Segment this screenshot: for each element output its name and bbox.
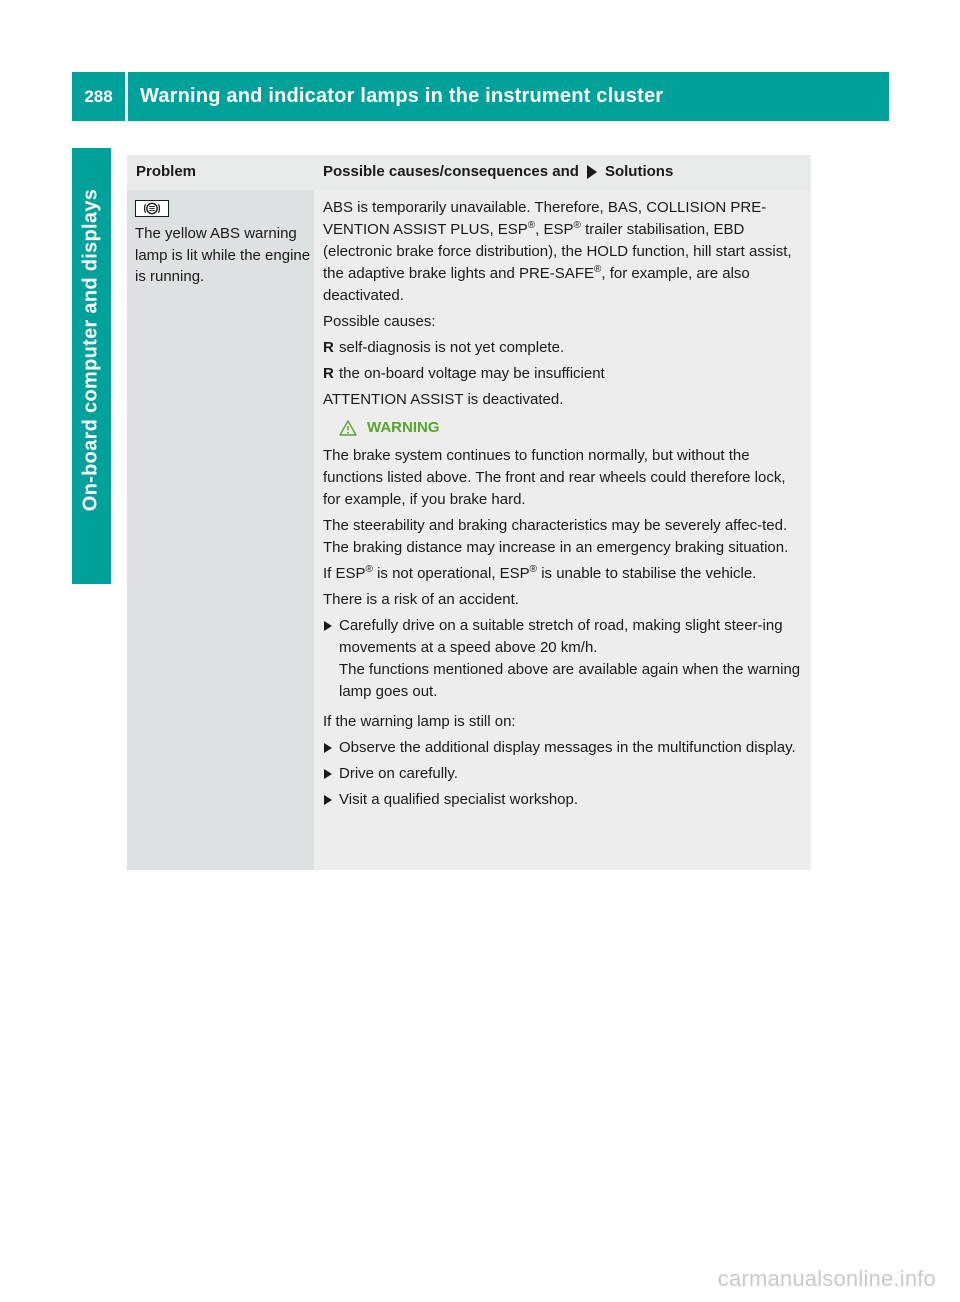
table-header (127, 155, 811, 190)
step-arrow-icon (324, 743, 332, 753)
column-header-problem: Problem (136, 163, 197, 180)
solutions-content (323, 197, 805, 815)
warning-paragraph-2: The steerability and braking characteristics may be severely affec-ted. The braking distance may increase in an emergency braking situation. (323, 517, 789, 556)
para1-part-c: trailer stabilisation, EBD (electronic brake force distribution), the HOLD function, hill start assist, the adaptive brake lights and PRE-SAFE (323, 221, 792, 282)
instruction-step (323, 737, 805, 759)
step-text: Drive on carefully. (339, 765, 458, 782)
arrow-right-icon (587, 165, 597, 179)
registered-mark: ® (593, 264, 602, 275)
still-on-line: If the warning lamp is still on: (323, 713, 516, 730)
cause-text: the on-board voltage may be insufficient (339, 365, 605, 382)
page-title: Warning and indicator lamps in the instrument cluster (140, 85, 664, 107)
cause-text: self-diagnosis is not yet complete. (339, 339, 565, 356)
cause-item (323, 337, 805, 359)
warning-heading (339, 417, 805, 439)
column-header-solutions-prefix: Possible causes/consequences and (323, 163, 579, 180)
registered-mark: ® (529, 564, 538, 575)
step-arrow-icon (324, 769, 332, 779)
deactivation-paragraph (323, 197, 805, 307)
step-text: Observe the additional display messages in the multifunction display. (339, 739, 796, 756)
step-arrow-icon (324, 795, 332, 805)
step-text: Carefully drive on a suitable stretch of road, making slight steer-ing movements at a speed above 20 km/h. (339, 617, 783, 656)
section-label: On-board computer and displays (79, 188, 102, 512)
problem-description: The yellow ABS warning lamp is lit while the engine is running. (135, 225, 311, 285)
column-header-solutions-suffix: Solutions (604, 163, 674, 180)
solutions-cell (314, 190, 811, 870)
registered-mark: ® (573, 220, 581, 231)
warning-triangle-icon (339, 420, 357, 436)
warning-p3-part-b: is not operational, ESP (372, 565, 530, 582)
warning-paragraph-3 (323, 563, 805, 585)
para1-part-b: , ESP (535, 221, 574, 238)
registered-mark: ® (527, 220, 536, 231)
section-tab-marker (72, 536, 111, 584)
para1-part-a: ABS is temporarily unavailable. Therefore, BAS, COLLISION PRE-VENTION ASSIST PLUS, ESP (323, 199, 767, 238)
step-note: The functions mentioned above are available again when the warning lamp goes out. (339, 661, 801, 700)
step-arrow-icon (324, 621, 332, 631)
instruction-step (323, 615, 805, 703)
header-divider (125, 72, 128, 121)
warning-label: WARNING (367, 419, 440, 436)
cause-item (323, 363, 805, 385)
para1-part-d: , for example, are also deactivated. (323, 265, 750, 304)
abs-warning-icon (135, 200, 169, 217)
instruction-step (323, 789, 805, 811)
causes-heading: Possible causes: (323, 313, 436, 330)
warning-p3-part-a: If ESP (323, 565, 366, 582)
registered-mark: ® (365, 564, 373, 575)
page-number: 288 (84, 86, 113, 106)
column-header-solutions (323, 163, 673, 180)
step-text: Visit a qualified specialist workshop. (339, 791, 579, 808)
warning-paragraph-4: There is a risk of an accident. (323, 591, 519, 608)
warning-paragraph-1: The brake system continues to function normally, but without the functions listed above. The front and rear wheels could therefore lock, for example, if you brake hard. (323, 447, 786, 508)
bullet-icon: R (323, 365, 334, 382)
watermark: carmanualsonline.info (717, 1266, 936, 1291)
bullet-icon: R (323, 339, 334, 356)
instruction-step (323, 763, 805, 785)
attention-line: ATTENTION ASSIST is deactivated. (323, 391, 564, 408)
warning-p3-part-c: is unable to stabilise the vehicle. (537, 565, 757, 582)
problem-cell (127, 190, 314, 870)
